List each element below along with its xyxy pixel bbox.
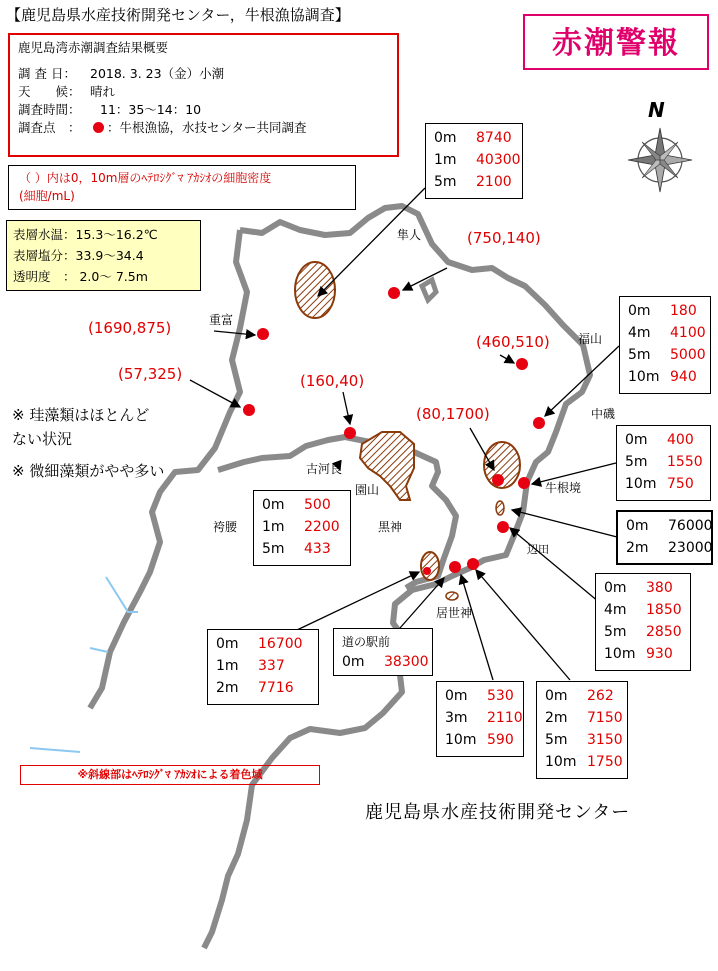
- depth-label: 3m: [445, 710, 468, 726]
- density-pair-ushine: (80,1700): [416, 405, 490, 423]
- depth-label: 4m: [628, 325, 651, 341]
- cell-density: 380: [646, 580, 673, 596]
- footer-organization: 鹿児島県水産技術開発センター: [365, 802, 631, 823]
- coastline: [204, 206, 590, 948]
- depth-label: 1m: [216, 658, 239, 674]
- density-row: [624, 322, 706, 344]
- cell-density: 262: [587, 688, 614, 704]
- density-row: [541, 685, 623, 707]
- cell-density: 40300: [476, 152, 521, 168]
- depth-label: 10m: [545, 754, 577, 770]
- place-kurokami: 黒神: [378, 520, 403, 534]
- survey-points-value: ：牛根漁協，水技センター共同調査: [107, 120, 307, 135]
- river: [90, 648, 108, 652]
- density-row: [541, 707, 623, 729]
- hatch-area-note: ※斜線部はﾍﾃﾛｼｸﾞﾏ ｱｶｼｵによる着色域: [20, 765, 320, 785]
- density-row: [430, 171, 518, 193]
- survey-point: [492, 474, 504, 486]
- place-sonoyama: 園山: [355, 483, 380, 497]
- density-row: [600, 643, 686, 665]
- depth-label: 0m: [604, 580, 627, 596]
- density-row: [624, 344, 706, 366]
- remark-microalgae: ※ 微細藻類がやや多い: [12, 462, 165, 480]
- depth-label: 2m: [626, 540, 649, 556]
- density-row: [600, 577, 686, 599]
- density-box-262: [536, 681, 628, 779]
- hatch-area-south: [421, 552, 439, 580]
- density-pair-hayato: (750,140): [467, 229, 541, 247]
- place-iseshin: 居世神: [436, 606, 473, 620]
- density-row: [441, 707, 523, 729]
- density-row: [212, 677, 314, 699]
- survey-point: [497, 521, 509, 533]
- cell-density: 5000: [670, 347, 706, 363]
- density-row: [258, 494, 346, 516]
- place-kokora: 古河良: [306, 462, 343, 476]
- depth-label: 10m: [445, 732, 477, 748]
- cell-density: 4100: [670, 325, 706, 341]
- cell-density: 337: [258, 658, 285, 674]
- survey-point: [516, 358, 528, 370]
- red-tide-warning-badge: 赤潮警報: [523, 14, 709, 70]
- depth-label: 5m: [434, 174, 457, 190]
- place-henda: 辺田: [527, 543, 549, 556]
- depth-label: 4m: [604, 602, 627, 618]
- cell-density: 7716: [258, 680, 294, 696]
- cell-density: 940: [670, 369, 697, 385]
- survey-point: [449, 561, 461, 573]
- cell-density: 8740: [476, 130, 512, 146]
- surface-conditions-box: [6, 220, 201, 291]
- density-note-line2: (細胞/mL): [19, 189, 75, 203]
- survey-point: [423, 567, 431, 575]
- density-row: [258, 516, 346, 538]
- place-nakaiso: 中磯: [591, 407, 616, 421]
- depth-label: 0m: [342, 654, 365, 670]
- river: [30, 748, 80, 752]
- compass-rose: [628, 128, 692, 192]
- density-box-ushine: [616, 425, 711, 501]
- cell-density: 1550: [667, 454, 703, 470]
- survey-date-value: 2018. 3. 23（金）小潮: [90, 66, 225, 81]
- station-row: [338, 652, 428, 672]
- depth-label: 5m: [545, 732, 568, 748]
- density-box-kurokami: [595, 573, 691, 671]
- density-row: [600, 599, 686, 621]
- survey-points-row: [18, 119, 389, 137]
- survey-time-row: [18, 101, 389, 119]
- survey-point: [518, 477, 530, 489]
- density-row: [621, 473, 706, 495]
- survey-date-row: [18, 65, 389, 83]
- depth-label: 5m: [262, 541, 285, 557]
- remark-diatom-cont: ない状況: [12, 430, 73, 448]
- hatch-area-small: [496, 501, 504, 515]
- cell-density: 38300: [384, 654, 429, 670]
- place-hakama: 袴腰: [213, 520, 238, 534]
- survey-weather-label: 天 候：: [18, 84, 81, 99]
- survey-point: [533, 417, 545, 429]
- density-row: [622, 537, 713, 559]
- cell-density: 590: [487, 732, 514, 748]
- density-row: [600, 621, 686, 643]
- depth-label: 10m: [628, 369, 660, 385]
- hatch-area-iseshin: [446, 592, 458, 600]
- density-row: [624, 366, 706, 388]
- compass-north-label: N: [648, 98, 665, 122]
- depth-label: 0m: [625, 432, 648, 448]
- density-row: [441, 729, 519, 751]
- cell-density: 400: [667, 432, 694, 448]
- survey-weather-row: [18, 83, 389, 101]
- survey-point: [257, 328, 269, 340]
- cell-density: 1850: [646, 602, 682, 618]
- survey-date-label: 調 査 日：: [18, 66, 76, 81]
- survey-point: [388, 287, 400, 299]
- density-pair-center: (160,40): [300, 372, 365, 390]
- density-box-top: [425, 123, 523, 199]
- place-shigetomi: 重富: [209, 313, 234, 327]
- cell-density: 930: [646, 646, 673, 662]
- density-row: [541, 751, 623, 773]
- station-title: 道の駅前: [342, 635, 391, 649]
- density-box-left-bottom: [207, 629, 319, 705]
- density-row: [430, 127, 518, 149]
- cell-density: 180: [670, 303, 697, 319]
- cell-density: 7150: [587, 710, 623, 726]
- density-box-fukuyama: [619, 296, 711, 394]
- depth-label: 0m: [445, 688, 468, 704]
- density-pair-west: (57,325): [118, 365, 183, 383]
- density-box-station: [333, 628, 433, 676]
- cell-density: 1750: [587, 754, 623, 770]
- survey-point: [467, 558, 479, 570]
- inner-island: [422, 280, 436, 300]
- cell-density: 750: [667, 476, 694, 492]
- depth-label: 2m: [216, 680, 239, 696]
- place-ushinesakai: 牛根境: [545, 481, 582, 495]
- cell-density: 76000: [668, 518, 713, 534]
- cell-density: 23000: [668, 540, 713, 556]
- surface-salinity: 表層塩分：33.9～34.4: [13, 248, 144, 263]
- density-note: [8, 165, 356, 210]
- density-box-mid: [253, 490, 351, 566]
- depth-label: 10m: [604, 646, 636, 662]
- density-row: [441, 685, 519, 707]
- remark-diatom: ※ 珪藻類はほとんど: [12, 406, 150, 424]
- surface-temp: 表層水温：15.3～16.2℃: [13, 227, 158, 242]
- depth-label: 2m: [545, 710, 568, 726]
- cell-density: 433: [304, 541, 331, 557]
- cell-density: 2200: [304, 519, 340, 535]
- density-pair-fukuyama: (460,510): [476, 333, 550, 351]
- cell-density: 2110: [487, 710, 523, 726]
- survey-time-value: 11：35～14：10: [100, 102, 202, 117]
- depth-label: 0m: [545, 688, 568, 704]
- depth-label: 0m: [626, 518, 649, 534]
- density-note-line1: （ ）内は0，10m層のﾍﾃﾛｼｸﾞﾏ ｱｶｼｵの細胞密度: [19, 171, 272, 185]
- density-row: [430, 149, 521, 171]
- survey-summary-box: [8, 33, 399, 157]
- density-row: [212, 633, 314, 655]
- hatch-area-north: [295, 262, 335, 318]
- cell-density: 2100: [476, 174, 512, 190]
- depth-label: 5m: [625, 454, 648, 470]
- density-box-henda: [616, 510, 713, 565]
- cell-density: 3150: [587, 732, 623, 748]
- depth-label: 1m: [262, 519, 285, 535]
- cell-density: 530: [487, 688, 514, 704]
- cell-density: 16700: [258, 636, 303, 652]
- cell-density: 500: [304, 497, 331, 513]
- survey-time-label: 調査時間：: [18, 102, 81, 117]
- depth-label: 10m: [625, 476, 657, 492]
- place-fukuyama: 福山: [578, 332, 603, 346]
- depth-label: 0m: [434, 130, 457, 146]
- survey-points-label: 調査点 ：: [18, 120, 81, 135]
- density-row: [624, 300, 706, 322]
- depth-label: 5m: [604, 624, 627, 640]
- place-hayato: 隼人: [397, 228, 422, 242]
- survey-weather-value: 晴れ: [90, 84, 116, 99]
- density-box-530: [436, 681, 524, 757]
- density-row: [621, 429, 706, 451]
- density-row: [212, 655, 314, 677]
- density-pair-shigetomi: (1690,875): [88, 319, 172, 337]
- depth-label: 1m: [434, 152, 457, 168]
- survey-point: [344, 427, 356, 439]
- survey-heading: 鹿児島湾赤潮調査結果概要: [18, 40, 169, 55]
- density-row: [621, 451, 706, 473]
- density-row: [622, 515, 713, 537]
- page-title: 【鹿児島県水産技術開発センター，牛根漁協調査】: [6, 6, 350, 24]
- survey-point: [243, 404, 255, 416]
- surface-transparency: 透明度 ： 2.0～ 7.5m: [13, 269, 148, 284]
- density-row: [258, 538, 346, 560]
- depth-label: 0m: [216, 636, 239, 652]
- red-dot-icon: [93, 122, 104, 133]
- cell-density: 2850: [646, 624, 682, 640]
- depth-label: 0m: [262, 497, 285, 513]
- depth-label: 5m: [628, 347, 651, 363]
- density-row: [541, 729, 623, 751]
- depth-label: 0m: [628, 303, 651, 319]
